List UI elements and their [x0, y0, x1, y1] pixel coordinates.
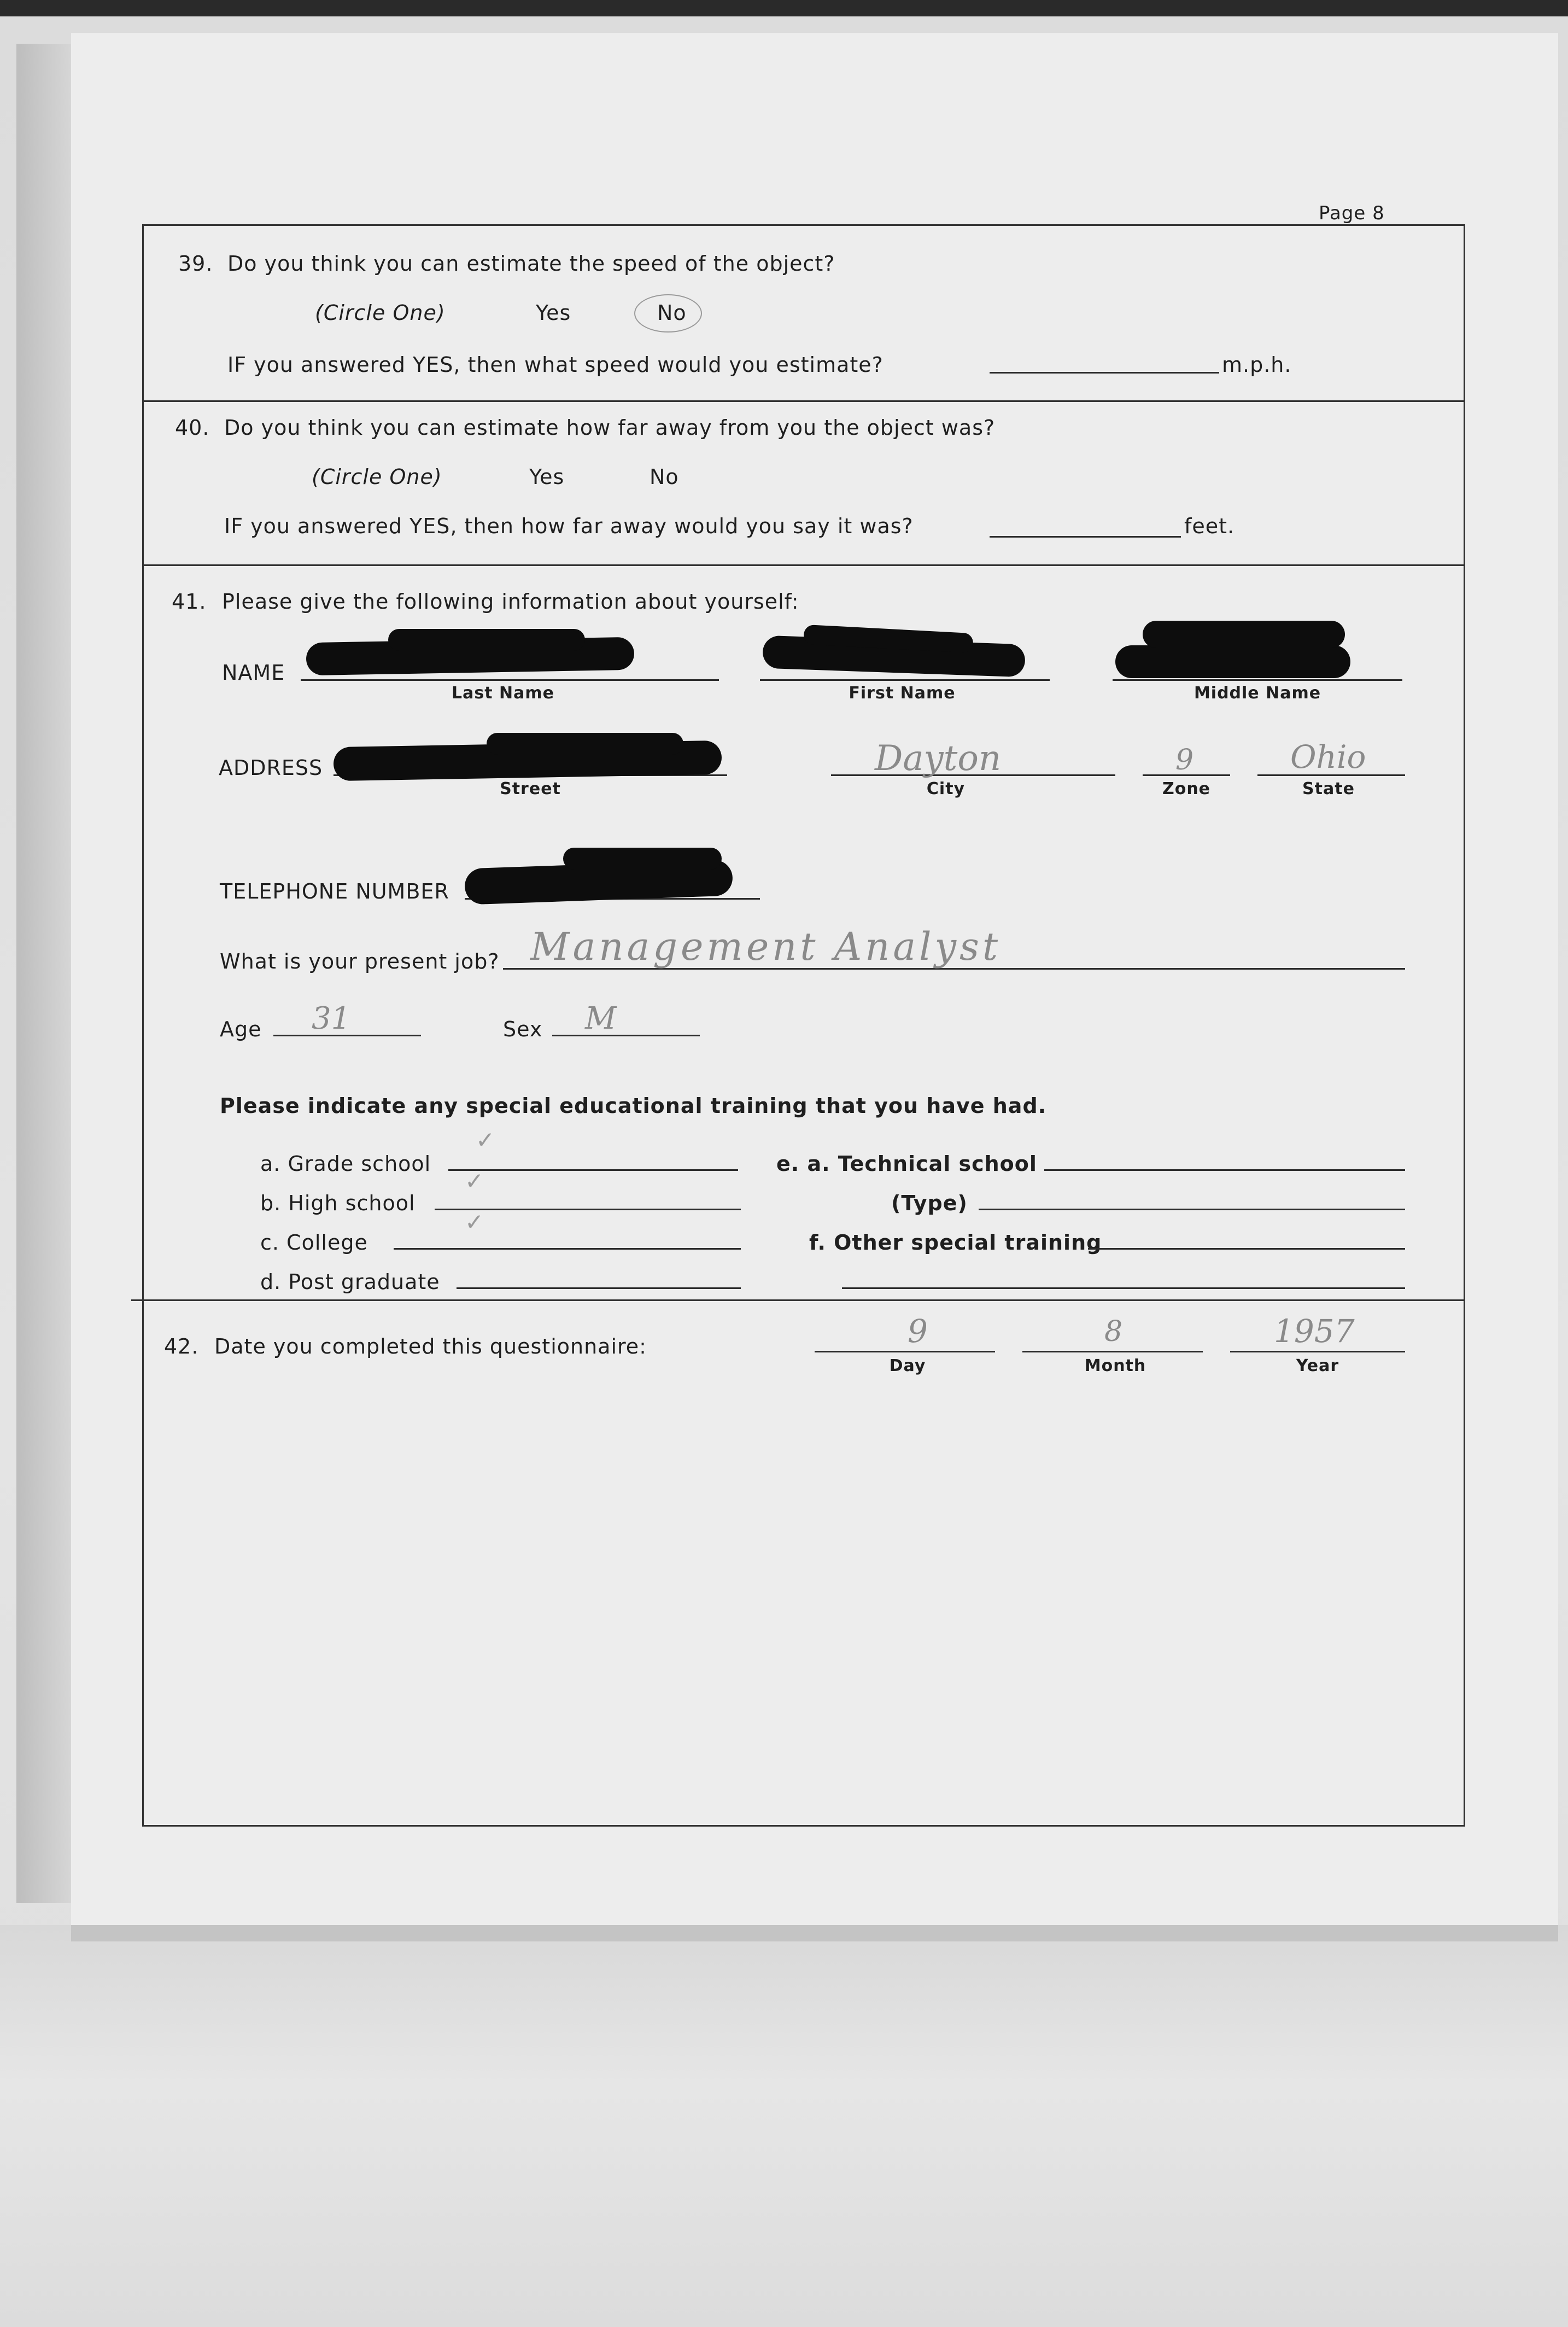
- training-prompt: Please indicate any special educational training that you have had.: [220, 1094, 1047, 1118]
- middle-name-caption: Middle Name: [1193, 684, 1321, 703]
- redaction-last-name-top: [388, 629, 585, 651]
- q39-circle-label: (Circle One): [315, 301, 446, 325]
- city-handwritten: Dayton: [875, 738, 1002, 779]
- year-handwritten: 1957: [1274, 1313, 1355, 1350]
- training-d-field[interactable]: [457, 1287, 741, 1289]
- q40-unit: feet.: [1184, 514, 1235, 538]
- telephone-label: TELEPHONE NUMBER: [220, 879, 449, 903]
- address-label: ADDRESS: [219, 756, 323, 780]
- divider-39-40: [142, 400, 1465, 402]
- training-f-extra-field[interactable]: [842, 1287, 1405, 1289]
- first-name-caption: First Name: [849, 684, 956, 703]
- sex-label: Sex: [503, 1017, 543, 1041]
- middle-name-field[interactable]: [1113, 679, 1402, 681]
- age-label: Age: [220, 1017, 262, 1041]
- sex-field[interactable]: [552, 1035, 700, 1036]
- q42-number: 42.: [164, 1334, 199, 1358]
- q39-number: 39.: [178, 252, 213, 276]
- first-name-field[interactable]: [760, 679, 1050, 681]
- q40-question: Do you think you can estimate how far away from you the object was?: [224, 416, 996, 440]
- q39-yes-option[interactable]: Yes: [536, 301, 571, 325]
- q41-question: Please give the following information about yourself:: [222, 590, 799, 614]
- training-e-label: e. a. Technical school: [776, 1152, 1037, 1176]
- last-name-field[interactable]: [301, 679, 719, 681]
- redaction-telephone-top: [563, 848, 722, 870]
- q42-question: Date you completed this questionnaire:: [214, 1334, 647, 1358]
- q39-followup: IF you answered YES, then what speed would you estimate?: [227, 353, 884, 377]
- q40-followup: IF you answered YES, then how far away would you say it was?: [224, 514, 914, 538]
- street-caption: Street: [500, 779, 561, 798]
- divider-41-42: [131, 1299, 1465, 1301]
- q40-no-option[interactable]: No: [650, 465, 679, 489]
- scan-lower-area: [0, 1925, 1568, 2327]
- training-c-field[interactable]: [394, 1248, 741, 1250]
- training-c-check-icon: ✓: [465, 1209, 484, 1235]
- q40-circle-label: (Circle One): [312, 465, 442, 489]
- training-a-check-icon: ✓: [476, 1127, 495, 1153]
- zone-caption: Zone: [1162, 779, 1211, 798]
- sex-handwritten: M: [585, 1001, 617, 1036]
- last-name-caption: Last Name: [452, 684, 554, 703]
- day-handwritten: 9: [908, 1313, 928, 1350]
- state-caption: State: [1302, 779, 1355, 798]
- job-label: What is your present job?: [220, 949, 500, 973]
- training-d-label: d. Post graduate: [260, 1270, 440, 1294]
- redaction-middle-name: [1115, 645, 1350, 678]
- month-caption: Month: [1084, 1356, 1146, 1375]
- redaction-street-top: [487, 733, 683, 755]
- year-caption: Year: [1296, 1356, 1339, 1375]
- training-f-label: f. Other special training: [809, 1230, 1102, 1255]
- training-b-check-icon: ✓: [465, 1168, 484, 1194]
- q39-question: Do you think you can estimate the speed of the object?: [227, 252, 835, 276]
- zone-handwritten: 9: [1175, 744, 1194, 777]
- training-c-label: c. College: [260, 1230, 368, 1255]
- q39-unit: m.p.h.: [1222, 353, 1292, 377]
- training-f-field[interactable]: [1088, 1248, 1405, 1250]
- day-field[interactable]: [815, 1351, 995, 1352]
- scan-shadow: [16, 44, 71, 1903]
- q40-yes-option[interactable]: Yes: [529, 465, 565, 489]
- training-a-label: a. Grade school: [260, 1152, 431, 1176]
- age-handwritten: 31: [312, 1001, 351, 1036]
- city-caption: City: [926, 779, 966, 798]
- day-caption: Day: [889, 1356, 926, 1375]
- month-field[interactable]: [1022, 1351, 1203, 1352]
- month-handwritten: 8: [1104, 1315, 1123, 1348]
- year-field[interactable]: [1230, 1351, 1405, 1352]
- training-a-field[interactable]: [448, 1169, 738, 1171]
- state-handwritten: Ohio: [1290, 738, 1366, 775]
- q40-number: 40.: [175, 416, 210, 440]
- q40-distance-field[interactable]: [990, 536, 1181, 538]
- training-type-field[interactable]: [979, 1209, 1405, 1210]
- divider-40-41: [142, 564, 1465, 566]
- training-e-field[interactable]: [1044, 1169, 1405, 1171]
- page-number: Page 8: [1319, 202, 1385, 224]
- q39-no-option[interactable]: No: [657, 301, 687, 325]
- training-b-label: b. High school: [260, 1191, 416, 1215]
- form-page: [71, 33, 1558, 1925]
- redaction-middle-name-top: [1143, 621, 1345, 648]
- name-label: NAME: [222, 661, 285, 685]
- q41-number: 41.: [172, 590, 207, 614]
- job-handwritten: Management Analyst: [530, 924, 1002, 969]
- q39-speed-field[interactable]: [990, 372, 1219, 374]
- training-type-label: (Type): [891, 1191, 968, 1215]
